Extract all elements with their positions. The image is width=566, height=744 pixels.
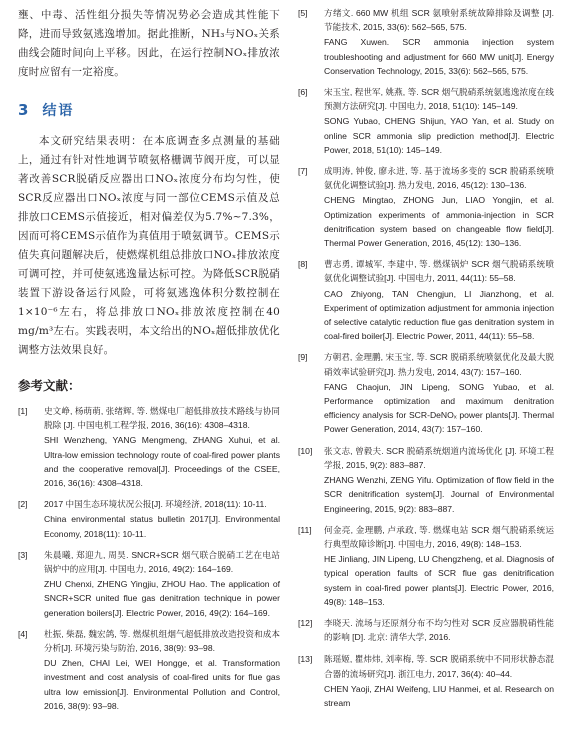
reference-english: China environmental status bulletin 2017[J]. Environmental Economy, 2018(11): 10-11. [44, 514, 280, 539]
reference-item [298, 85, 554, 157]
reference-chinese: 张文志, 曾毅夫. SCR 脱硝系统烟道内流场优化 [J]. 环境工程学报, 2015, 9(2): 883–887. [324, 445, 554, 470]
reference-number: [9] [298, 352, 308, 363]
section-number: 3 [18, 101, 29, 119]
reference-number: [11] [298, 524, 312, 535]
reference-number: [8] [298, 259, 308, 270]
reference-item [18, 548, 280, 620]
references-title: 参考文献： [18, 378, 81, 393]
reference-number: [2] [18, 499, 28, 510]
reference-item [298, 350, 554, 436]
reference-chinese: 史文峥, 杨萌萌, 张绪辉, 等. 燃煤电厂超低排放技术路线与协同脱除 [J]. 中国电机工程学报, 2016, 36(16): 4308–4318. [44, 406, 280, 431]
reference-english: ZHANG Wenzhi, ZENG Yifu. Optimization of flow field in the SCR denitrification system[J]. Journal of Environmental Engineering, 2015, 9(2): 883–887. [324, 475, 554, 514]
reference-item [18, 404, 280, 490]
reference-english: SHI Wenzheng, YANG Mengmeng, ZHANG Xuhui, et al. Ultra-low emission technology route of coal-fired power plants and the cooperative removal[J]. Proceedings of the CSEE, 2016, 36(16): 4308–4318. [44, 435, 280, 489]
reference-item [298, 444, 554, 516]
reference-english: HE Jinliang, JIN Lipeng, LU Chengzheng, et al. Diagnosis of typical operation faults of SCR flue gas denitrification system in coal-fired power plants[J]. Electric Power, 2016, 49(8): 148–153. [324, 554, 554, 607]
reference-chinese: 2017 中国生态环境状况公报[J]. 环境经济, 2018(11): 10-11. [44, 499, 267, 510]
reference-item [298, 523, 554, 609]
reference-chinese: 宋玉宝, 程世军, 姚燕, 等. SCR 烟气脱硝系统氨逃逸浓度在线预测方法研究[J]. 中国电力, 2018, 51(10): 145–149. [324, 87, 554, 112]
reference-english: ZHU Chenxi, ZHENG Yingjiu, ZHOU Hao. The application of SNCR+SCR united flue gas denitration technique in power generation boilers[J]. Electric Power, 2016, 49(2): 164–169. [44, 579, 280, 618]
reference-number: [5] [298, 8, 308, 18]
reference-chinese: 陈瑶姬, 瞿炜炜, 刘率梅, 等. SCR 脱硝系统中不同形状静态混合器的流场研究[J]. 浙江电力, 2017, 36(4): 40–44. [324, 654, 554, 679]
reference-chinese: 成明涛, 钟俊, 廖永进, 等. 基于流场多变的 SCR 脱硝系统喷氨优化调整试验[J]. 热力发电, 2016, 45(12): 130–136. [324, 166, 554, 191]
reference-number: [7] [298, 166, 308, 177]
reference-chinese: 何金亮, 金理鹏, 卢承政, 等. 燃煤电站 SCR 烟气脱硝系统运行典型故障诊断[J]. 中国电力, 2016, 49(8): 148–153. [324, 524, 554, 549]
reference-item [18, 497, 280, 541]
reference-english: CAO Zhiyong, TAN Chengjun, LI Jianzhong, et al. Experiment of optimization adjustment for ammonia injection of selective catalytic reduction flue gas denitration system in coal-fired boiler[J]. Electric Power, 2011, 44(11): 55–58. [324, 288, 554, 342]
reference-number: [3] [18, 549, 28, 560]
reference-item [298, 164, 554, 250]
reference-item [298, 257, 554, 343]
references-list-left [18, 404, 280, 713]
left-column [18, 6, 280, 720]
reference-item [298, 652, 554, 710]
reference-chinese: 李晓天. 流场与还原剂分布不均匀性对 SCR 反应器脱硝性能的影响 [D]. 北京: 清华大学, 2016. [324, 617, 554, 643]
reference-number: [13] [298, 654, 313, 665]
reference-english: CHENG Mingtao, ZHONG Jun, LIAO Yongjin, et al. Optimization experiments of ammonia-injection in SCR denitrification system based on changeable flow field[J]. Thermal Power Generation, 2016, 45(12): 130–136. [324, 195, 554, 249]
reference-item [298, 616, 554, 645]
intro-paragraph: 壅、中毒、活性组分损失等情况势必会造成其性能下降，进而导致氨逃逸增加。据此推断，NH₃与NOₓ关系曲线会随时间向上平移。因此，在运行控制NOₓ排放浓度时应留有一定裕度。 [18, 9, 280, 78]
conclusion-paragraph: 本文研究结果表明：在本底调查多点测量的基础上，通过有针对性地调节喷氨格栅调节阀开度，可以显著改善SCR脱硝反应器出口NOₓ浓度分布均匀性，使SCR反应器出口NOₓ浓度与同一部位CEMS示值及总排放口CEMS示值接近，相对偏差仅为5.7%~7.3%，因而可将CEMS示值作为真值用于喷氨调节。CEMS示值失真问题解决后，使燃煤机组总排放口NOₓ排放浓度可调可控，并可使氨逃逸量达标可控。为降低SCR脱硝装置下游设备运行风险，可将氨逃逸体积分数控制在1×10⁻⁶左右，将总排放口NOₓ排放浓度控制在40 mg/m³左右。实践表明，本文给出的NOₓ超低排放优化调整方法效果良好。 [18, 135, 280, 356]
reference-item [18, 627, 280, 713]
reference-chinese: 朱晨曦, 郑迎九, 周昊. SNCR+SCR 烟气联合脱硝工艺在电站锅炉中的应用[J]. 中国电力, 2016, 49(2): 164–169. [44, 549, 280, 575]
right-column [298, 6, 554, 717]
reference-english: FANG Chaojun, JIN Lipeng, SONG Yubao, et al. Performance optimization and maximum denitration efficiency analysis for SCR-DeNOₓ power plants[J]. Thermal Power Generation, 2014, 43(7): 157–160. [324, 381, 554, 435]
section-title: 结语 [42, 103, 75, 119]
reference-english: DU Zhen, CHAI Lei, WEI Hongge, et al. Transformation investment and cost analysis of coal-fired units for flue gas ultra low emission[J]. Environmental Pollution and Control, 2016, 38(9): 93–98. [44, 658, 280, 711]
reference-chinese: 方绪文. 660 MW 机组 SCR 氨喷射系统故障排除及调整 [J]. 节能技术, 2015, 33(6): 562–565, 575. [324, 8, 554, 33]
reference-number: [12] [298, 617, 313, 628]
reference-english: CHEN Yaoji, ZHAI Weifeng, LIU Hanmei, et al. Research on stream [324, 683, 554, 708]
reference-english: SONG Yubao, CHENG Shijun, YAO Yan, et al. Study on online SCR ammonia slip prediction method[J]. Electric Power, 2018, 51(10): 145–149. [324, 116, 554, 155]
reference-number: [1] [18, 406, 28, 416]
reference-number: [10] [298, 445, 313, 456]
reference-number: [4] [18, 628, 28, 639]
reference-item [298, 6, 554, 78]
section-heading [18, 100, 280, 120]
reference-english: FANG Xuwen. SCR ammonia injection system troubleshooting and adjustment for 660 MW unit[J]. Energy Conservation Technology, 2015, 33(6): 562–565, 575. [324, 37, 554, 76]
reference-number: [6] [298, 87, 308, 98]
reference-chinese: 方朝君, 金理鹏, 宋玉宝, 等. SCR 脱硝系统喷氨优化及最大脱硝效率试验研究[J]. 热力发电, 2014, 43(7): 157–160. [324, 352, 554, 377]
reference-chinese: 杜振, 柴磊, 魏宏鸽, 等. 燃煤机组烟气超低排放改造投资和成本分析[J]. 环境污染与防治, 2016, 38(9): 93–98. [44, 628, 280, 654]
reference-chinese: 曹志勇, 谭城军, 李建中, 等. 燃煤锅炉 SCR 烟气脱硝系统喷氨优化调整试验[J]. 中国电力, 2011, 44(11): 55–58. [324, 259, 554, 284]
